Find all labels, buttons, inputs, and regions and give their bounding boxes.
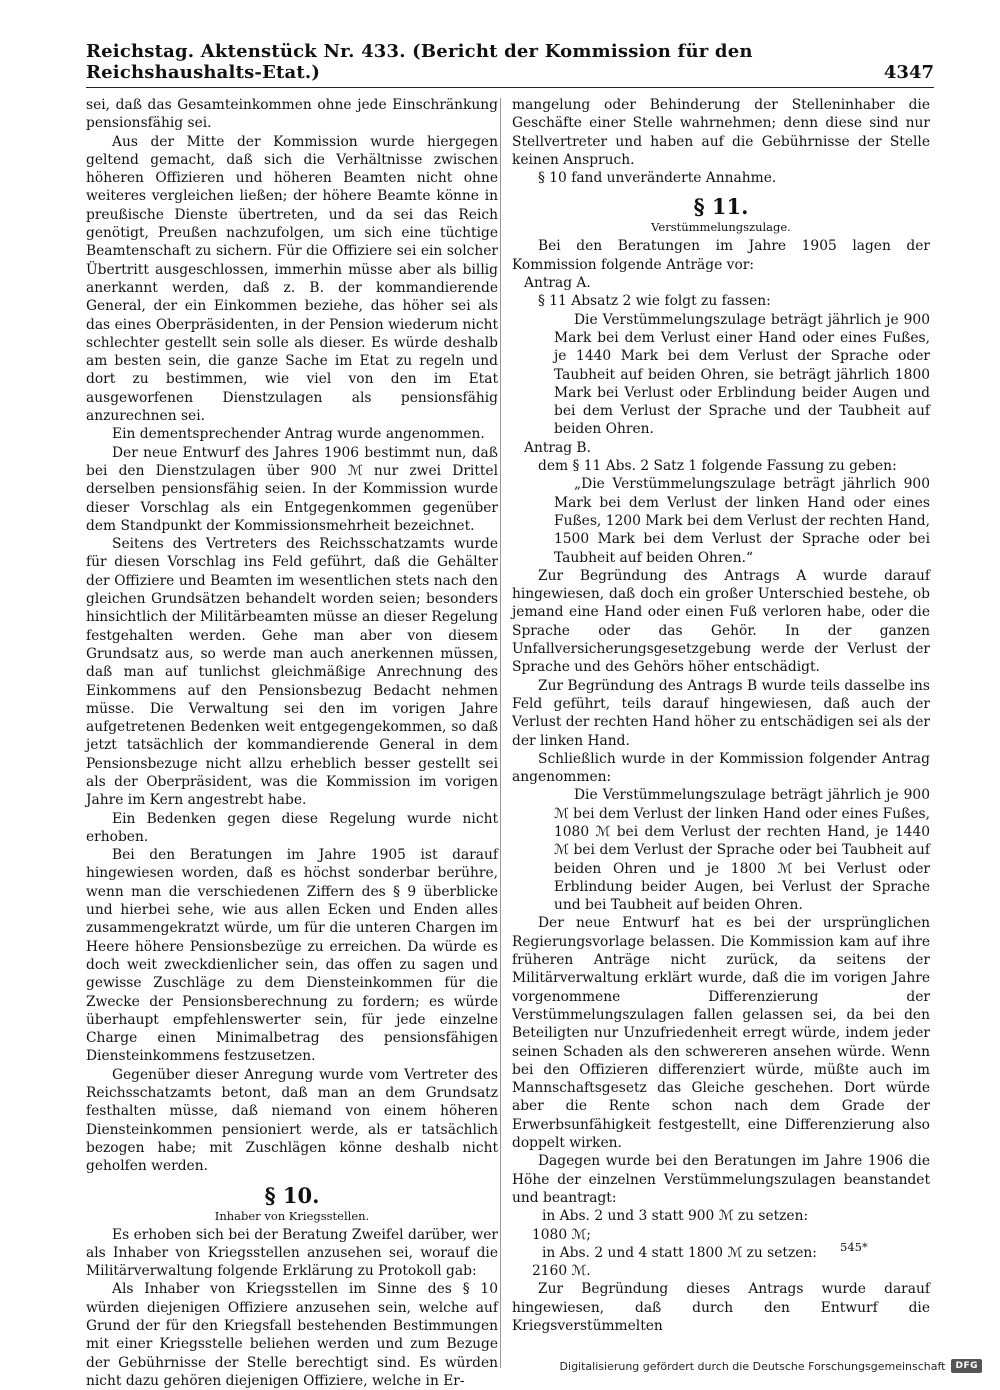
paragraph: Als Inhaber von Kriegsstellen im Sinne des § 10 würden diejenigen Offiziere anzusehen sein, welche auf Grund der für den Kriegsfall bestehenden Bestimmungen mit einer Kriegsstelle beliehen werden und zum Bezuge der Gebührnisse der Stelle berechtigt sind. Es würden nicht dazu gehören diejenigen Offiziere, welche in Er- (86, 1281, 498, 1389)
page-number: 4347 (883, 62, 934, 83)
motion-label-b: Antrag B. (524, 439, 591, 456)
right-column (512, 96, 930, 1335)
paragraph: Schließlich wurde in der Kommission folgender Antrag angenommen: (512, 750, 930, 786)
paragraph: Zur Begründung dieses Antrags wurde darauf hingewiesen, daß durch den Entwurf die Kriegsverstümmelten (512, 1281, 930, 1334)
section-heading-11: § 11. (693, 194, 749, 220)
column-divider (500, 98, 501, 1368)
paragraph: Dagegen wurde bei den Beratungen im Jahre 1906 die Höhe der einzelnen Verstümmelungszulagen beanstandet und beantragt: (512, 1153, 930, 1206)
amendment-value: 2160 ℳ. (532, 1263, 591, 1280)
paragraph: Bei den Beratungen im Jahre 1905 ist darauf hingewiesen worden, daß es höchst sonderbar berühre, wenn man die verschiedenen Ziffern des § 9 überblicke und hierbei sehe, wie aus allen Ecken und Enden alles zusammengekratzt würde, um für die unteren Chargen im Heere höhere Pensionsbezüge zu erreichen. Da würde es doch weit zweckdienlicher sein, das offen zu sagen und gewisse Zuschläge zu dem Diensteinkommen für die Zwecke der Pensionsberechnung zu fordern; es würde überhaupt empfehlenswerter sein, für jede einzelne Charge einen Minimalbetrag des pensionsfähigen Diensteinkommens festzusetzen. (86, 847, 498, 1065)
paragraph: Zur Begründung des Antrags A wurde darauf hingewiesen, daß doch ein großer Unterschied bestehe, ob jemand eine Hand oder einen Fuß verloren habe, oder die Sprache oder das Gehör. In der ganzen Unfallversicherungsgesetzgebung werde der Verlust der Sprache und des Gehörs höher entschädigt. (512, 567, 930, 676)
paragraph: Zur Begründung des Antrags B wurde teils dasselbe ins Feld geführt, teils darauf hingewiesen, daß auch der Verlust der rechten Hand höher zu entschädigen sei als der der linken Hand. (512, 677, 930, 749)
page-header (86, 41, 934, 88)
paragraph: Es erhoben sich bei der Beratung Zweifel darüber, wer als Inhaber von Kriegsstellen anzusehen sei, worauf die Militärverwaltung folgende Erklärung zu Protokoll gab: (86, 1226, 498, 1280)
amendment-value: 1080 ℳ; (532, 1226, 591, 1243)
paragraph: Seitens des Vertreters des Reichsschatzamts wurde für diesen Vorschlag ins Feld geführt, daß die Gehälter der Offiziere und Beamten im wesentlichen stets nach den gleichen Grundsätzen behandelt worden seien; besonders hinsichtlich der Militärbeamten müsse an dieser Regelung festgehalten werden. Gehe man aber von diesem Grundsatz aus, so werde man auch anerkennen müssen, daß man auf tunlichst gleichmäßige Anrechnung des Einkommens auf den Pensionsbezug Bedacht nehmen müsse. Die Verwaltung sei den im vorigen Jahre aufgetretenen Bedenken weit entgegengekommen, so daß jetzt tatsächlich der kommandierende General in dem Pensionsbezuge nicht allzu erheblich besser gestellt sei als der Oberpräsident, was die Kommission im vorigen Jahre im Kern angestrebt habe. (86, 536, 498, 809)
paragraph: Aus der Mitte der Kommission wurde hiergegen geltend gemacht, daß sich die Verhältnisse zwischen höheren Offizieren und höheren Beamten nicht ohne weiteres vergleichen ließen; der höhere Beamte könne in preußische Dienste übertreten, und da sei das Reich genötigt, Preußen nachzufolgen, um sich eine tüchtige Beamtenschaft zu sichern. Für die Offiziere sei ein solcher Übertritt ausgeschlossen, immerhin müsse aber als billig anerkannt werden, daß z. B. der kommandierende General, der ein Einkommen beziehe, das höher sei als das eines Oberpräsidenten, in der Pension wiederum nicht schlechter gestellt sein solle als dieser. Es würde deshalb am besten sein, die ganze Sache im Etat zu regeln und dort zu bestimmen, wie viel von den im Etat ausgeworfenen Dienstzulagen als pensionsfähig anzurechnen sei. (86, 133, 498, 425)
paragraph: Ein Bedenken gegen diese Regelung wurde nicht erhoben. (86, 810, 498, 845)
section-subtitle-10: Inhaber von Kriegsstellen. (214, 1208, 370, 1223)
page-title: Reichstag. Aktenstück Nr. 433. (Bericht der Kommission für den Reichshaushalts-Etat.) (86, 41, 753, 83)
amendment-line: in Abs. 2 und 4 statt 1800 ℳ zu setzen: (542, 1244, 817, 1261)
motion-label-a: Antrag A. (524, 275, 591, 292)
printer-signature: 545* (840, 1240, 868, 1254)
section-heading-10: § 10. (264, 1182, 320, 1208)
quoted-adopted-motion: Die Verstümmelungszulage beträgt jährlich je 900 ℳ bei dem Verlust der linken Hand oder eines Fußes, 1080 ℳ bei dem Verlust der rechten Hand, je 1440 ℳ bei dem Verlust der Sprache oder bei Taubheit auf beiden Ohren und je 1800 ℳ bei Verlust oder Erblindung beider Augen, bei Verlust der Sprache und bei Taubheit auf beiden Ohren. (554, 787, 930, 914)
paragraph: dem § 11 Abs. 2 Satz 1 folgende Fassung zu geben: (538, 458, 897, 475)
paragraph: mangelung oder Behinderung der Stelleninhaber die Geschäfte einer Stelle wahrnehmen; denn diese sind nur Stellvertreter und haben auf die Gebührnisse der Stelle keinen Anspruch. (512, 97, 930, 168)
paragraph: § 10 fand unveränderte Annahme. (538, 170, 777, 187)
footer-text: Digitalisierung gefördert durch die Deutsche Forschungsgemeinschaft (559, 1359, 946, 1373)
amendment-line: in Abs. 2 und 3 statt 900 ℳ zu setzen: (542, 1208, 809, 1225)
footer (560, 1359, 982, 1373)
paragraph: § 11 Absatz 2 wie folgt zu fassen: (538, 293, 771, 310)
quoted-motion-a: Die Verstümmelungszulage beträgt jährlich je 900 Mark bei dem Verlust einer Hand oder eines Fußes, je 1440 Mark bei dem Verlust der Sprache oder Taubheit auf beiden Ohren, sie beträgt jährlich 1800 Mark bei Verlust oder Erblindung beider Augen und bei dem Verlust der Sprache und der Taubheit auf beiden Ohren. (554, 311, 930, 438)
paragraph: Der neue Entwurf hat es bei der ursprünglichen Regierungsvorlage belassen. Die Kommission kam auf ihre früheren Anträge nicht zurück, da seitens der Militärverwaltung erklärt wurde, daß die im vorigen Jahre vorgenommene Differenzierung der Verstümmelungszulagen fallen gelassen sei, da bei den Beteiligten nur Unzufriedenheit erregt würde, indem jeder seinen Schaden als den schwereren ansehen würde. Wenn bei den Offizieren differenziert würde, müßte auch im Mannschaftsgesetz das Gleiche geschehen. Dort würde aber die Rente schon nach dem Grade der Erwerbsunfähigkeit festgestellt, eine Differenzierung also doppelt wirken. (512, 915, 930, 1152)
dfg-logo-icon: DFG (951, 1359, 982, 1373)
paragraph: sei, daß das Gesamteinkommen ohne jede Einschränkung pensionsfähig sei. (86, 97, 498, 132)
paragraph: Ein dementsprechender Antrag wurde angenommen. (112, 426, 485, 443)
left-column (86, 96, 498, 1390)
section-subtitle-11: Verstümmelungszulage. (651, 220, 791, 235)
paragraph: Gegenüber dieser Anregung wurde vom Vertreter des Reichsschatzamts betont, daß man an dem Grundsatz festhalten müsse, daß niemand von einem höheren Diensteinkommen pensioniert werde, als er tatsächlich bezogen habe; mit Zuschlägen könne deshalb nicht geholfen werden. (86, 1066, 498, 1175)
paragraph: Bei den Beratungen im Jahre 1905 lagen der Kommission folgende Anträge vor: (512, 238, 930, 273)
paragraph: Der neue Entwurf des Jahres 1906 bestimmt nun, daß bei den Dienstzulagen über 900 ℳ nur zwei Drittel derselben pensionsfähig seien. In der Kommission wurde dieser Vorschlag als ein Entgegenkommen gegenüber dem Standpunkt der Kommissionsmehrheit bezeichnet. (86, 444, 498, 534)
quoted-motion-b: „Die Verstümmelungszulage beträgt jährlich 900 Mark bei dem Verlust der linken Hand oder eines Fußes, 1200 Mark bei dem Verlust der rechten Hand, 1500 Mark bei dem Verlust der Sprache oder bei Taubheit auf beiden Ohren.“ (554, 476, 930, 566)
